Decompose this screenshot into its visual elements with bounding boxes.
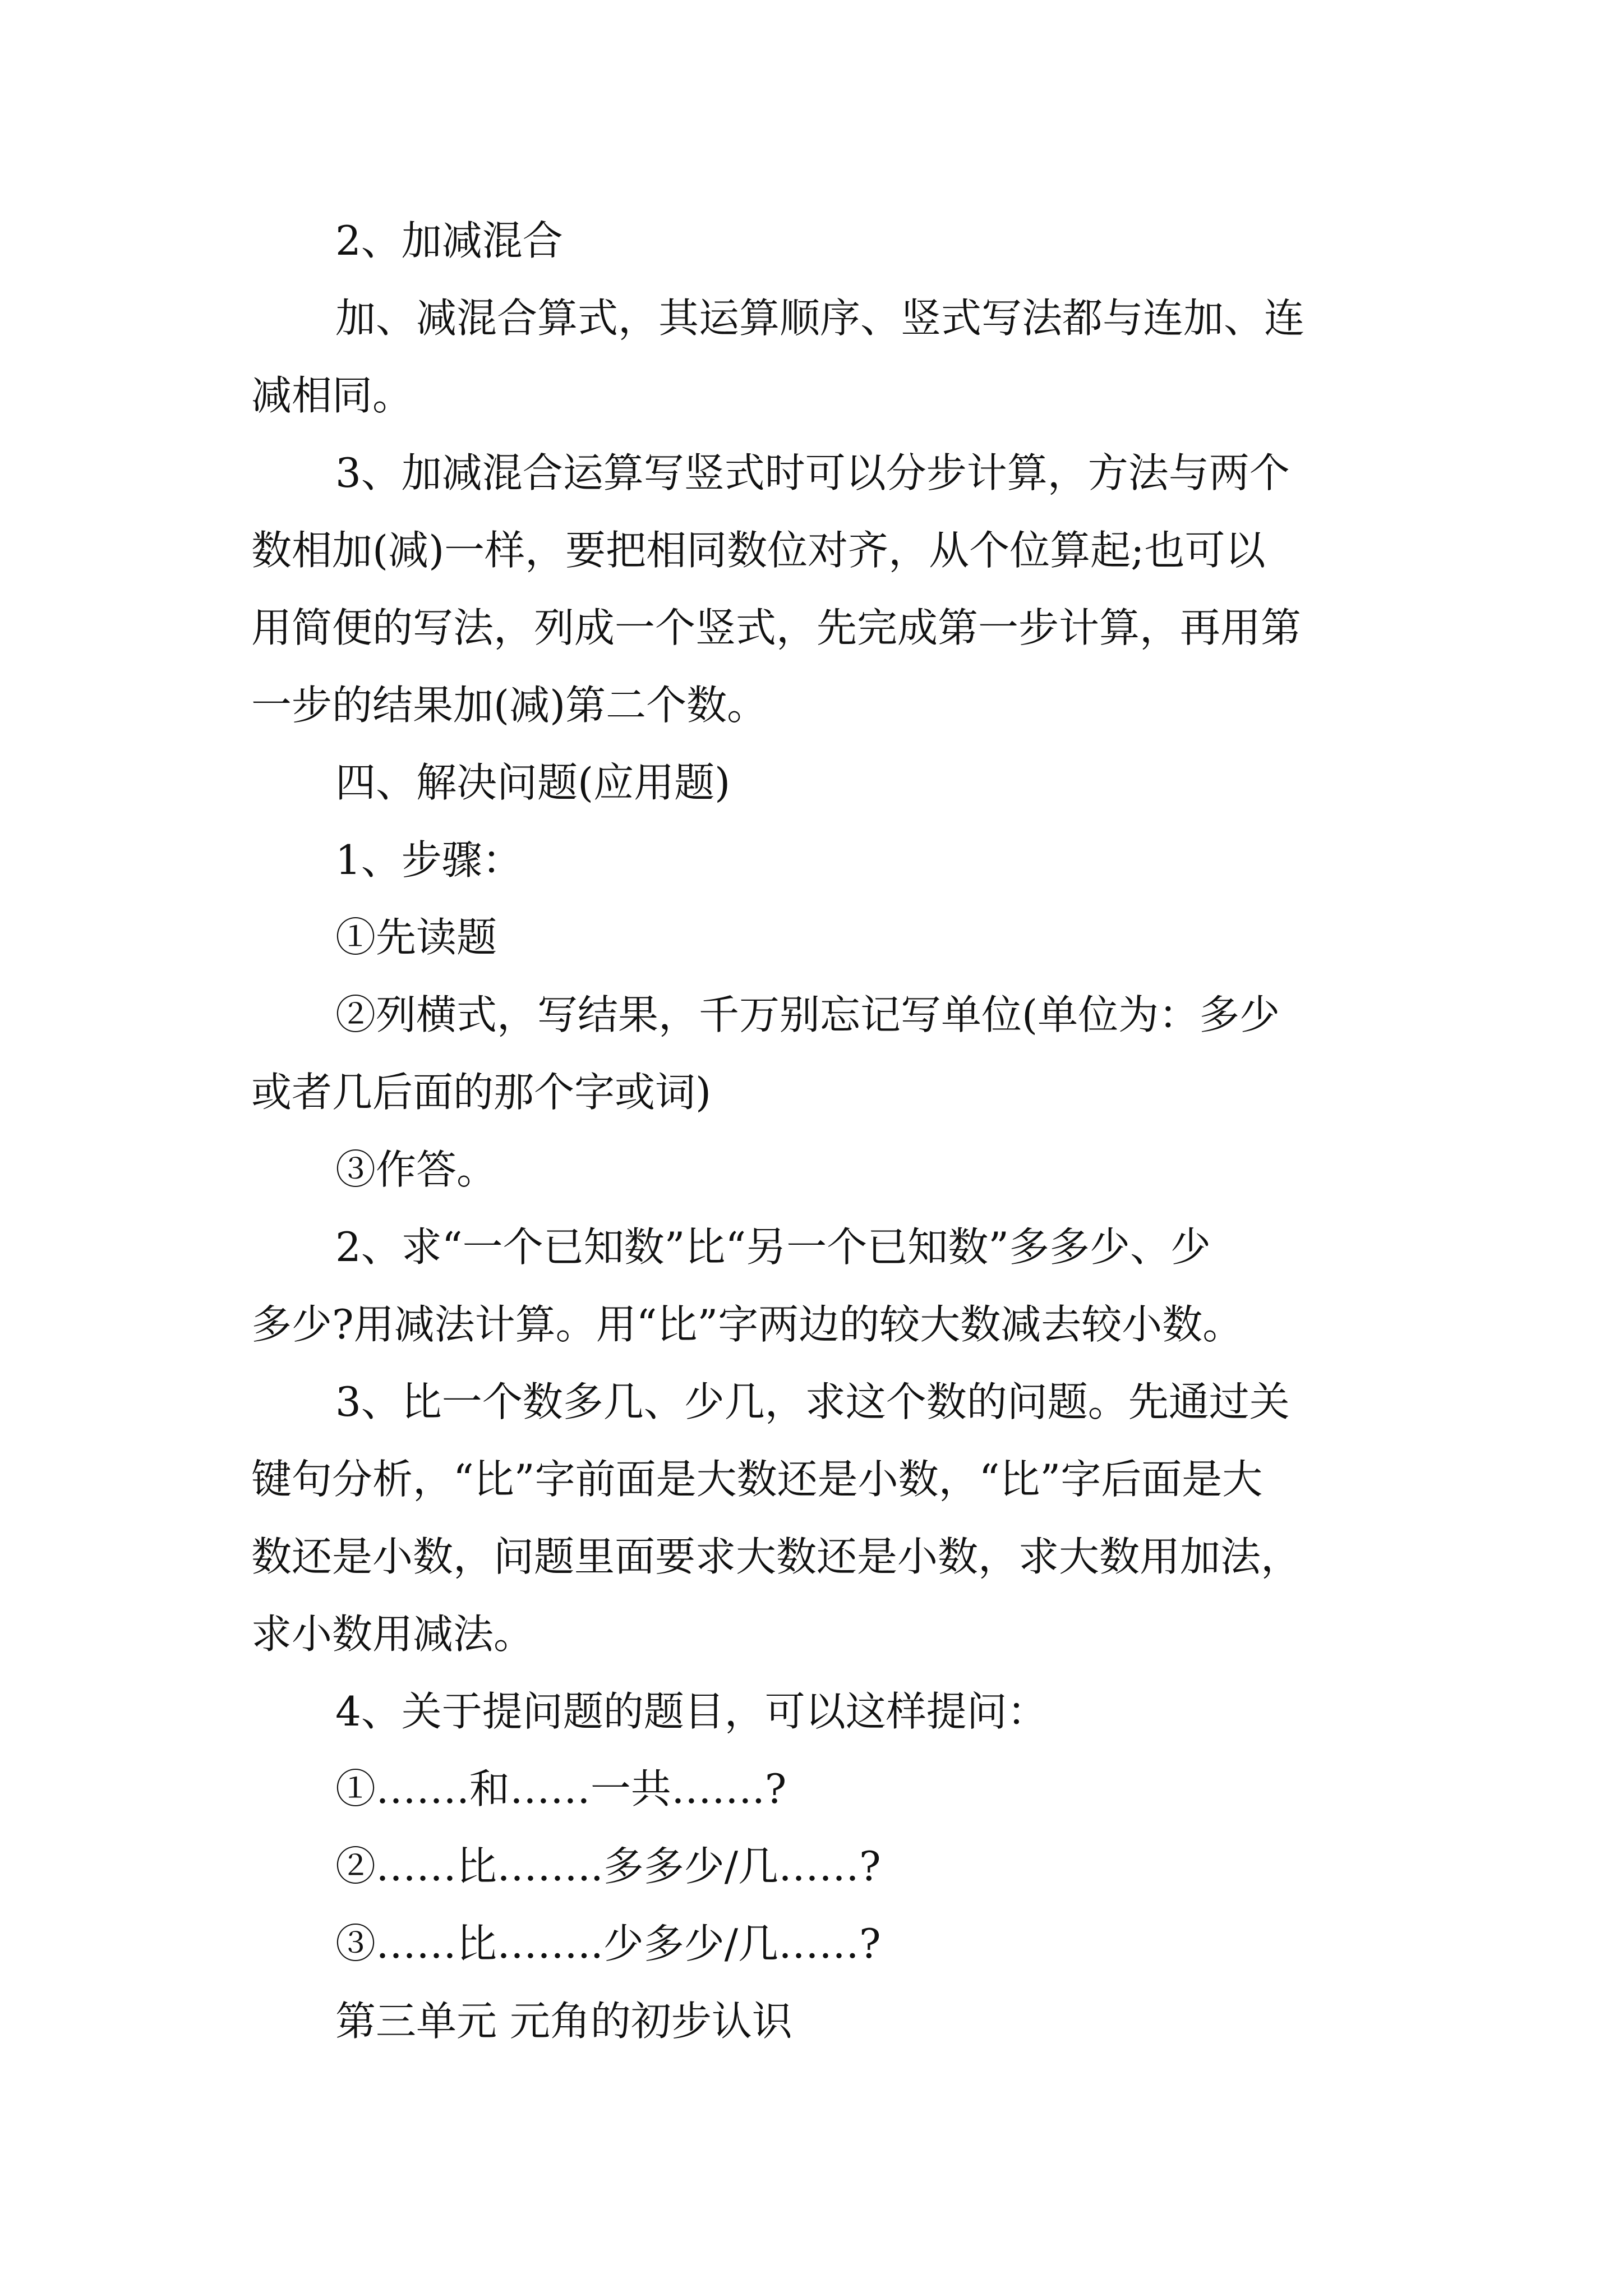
paragraph-difference-rule xyxy=(251,1208,1418,1363)
step-item-2 xyxy=(251,976,1418,1131)
text-line: ②列横式，写结果，千万别忘记写单位(单位为：多少 xyxy=(335,991,1280,1038)
text-line: 键句分析，“比”字前面是大数还是小数，“比”字后面是大 xyxy=(251,1456,1263,1503)
text-line: 2、加减混合 xyxy=(335,217,563,264)
text-line: ①先读题 xyxy=(335,914,497,961)
paragraph-section-2-heading xyxy=(251,202,1418,279)
text-line: 减相同。 xyxy=(251,372,413,419)
text-line: 1、步骤： xyxy=(335,836,523,884)
text-line: ③作答。 xyxy=(335,1146,497,1193)
text-line: 数相加(减)一样，要把相同数位对齐，从个位算起;也可以 xyxy=(251,527,1266,574)
text-line: 四、解决问题(应用题) xyxy=(335,759,731,806)
text-line: 数还是小数，问题里面要求大数还是小数，求大数用加法， xyxy=(251,1533,1302,1580)
paragraph-vertical-method xyxy=(251,434,1418,744)
text-line: 多少?用减法计算。用“比”字两边的较大数减去较小数。 xyxy=(251,1301,1243,1348)
text-line: 或者几后面的那个字或词) xyxy=(251,1069,712,1116)
unit-heading xyxy=(251,1982,1418,2060)
text-line: ②……比……..多多少/几……? xyxy=(335,1843,881,1890)
question-form-3 xyxy=(251,1905,1418,1982)
question-form-1 xyxy=(251,1750,1418,1828)
paragraph-steps-heading xyxy=(251,821,1418,899)
text-line: 第三单元 元角的初步认识 xyxy=(335,1998,792,2045)
text-line: 用简便的写法，列成一个竖式，先完成第一步计算，再用第 xyxy=(251,604,1302,651)
text-line: ③……比……..少多少/几……? xyxy=(335,1920,881,1967)
paragraph-question-forms xyxy=(251,1673,1418,1750)
text-line: 4、关于提问题的题目，可以这样提问： xyxy=(335,1688,1048,1735)
question-form-2 xyxy=(251,1828,1418,1905)
document-body xyxy=(251,202,1418,2060)
text-line: 求小数用减法。 xyxy=(251,1611,534,1658)
step-item-3 xyxy=(251,1131,1418,1208)
section-heading-problem-solving xyxy=(251,744,1418,821)
text-line: 一步的结果加(减)第二个数。 xyxy=(251,682,768,729)
paragraph-more-less-rule xyxy=(251,1363,1418,1673)
paragraph-mixed-order xyxy=(251,279,1418,434)
step-item-1 xyxy=(251,899,1418,976)
text-line: 3、比一个数多几、少几，求这个数的问题。先通过关 xyxy=(335,1378,1290,1425)
text-line: 加、减混合算式，其运算顺序、竖式写法都与连加、连 xyxy=(335,295,1305,342)
text-line: 2、求“一个已知数”比“另一个已知数”多多少、少 xyxy=(335,1223,1211,1271)
text-line: ①…….和……一共…….? xyxy=(335,1765,787,1812)
text-line: 3、加减混合运算写竖式时可以分步计算，方法与两个 xyxy=(335,449,1290,496)
